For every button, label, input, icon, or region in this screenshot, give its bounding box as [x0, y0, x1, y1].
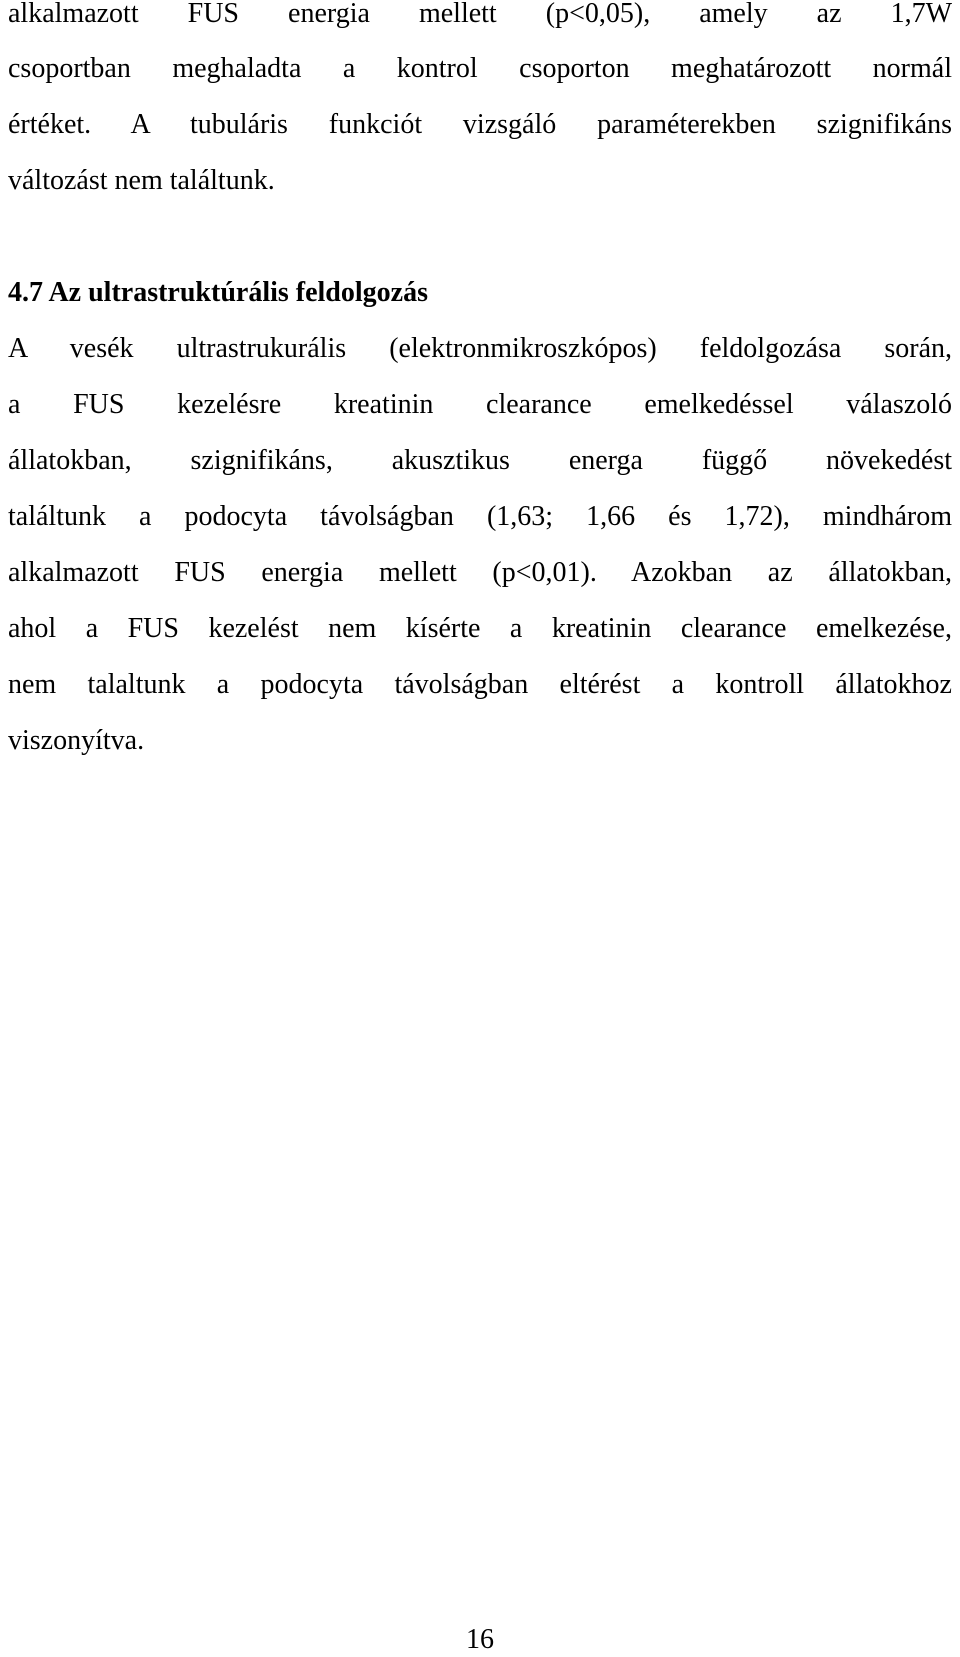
section-line-6: ahol a FUS kezelést nem kísérte a kreatinin clearance emelkezése,	[8, 613, 952, 644]
section-line-1: A vesék ultrastrukurális (elektronmikroszkópos) feldolgozása során,	[8, 333, 952, 364]
section-line-5: alkalmazott FUS energia mellett (p<0,01). Azokban az állatokban,	[8, 557, 952, 588]
paragraph-1-line-2: csoportban meghaladta a kontrol csoporton meghatározott normál	[8, 53, 952, 84]
section-line-7: nem talaltunk a podocyta távolságban eltérést a kontroll állatokhoz	[8, 669, 952, 700]
paragraph-1-line-1: alkalmazott FUS energia mellett (p<0,05), amely az 1,7W	[8, 0, 952, 29]
section-line-8: viszonyítva.	[8, 725, 145, 756]
section-heading: 4.7 Az ultrastruktúrális feldolgozás	[8, 277, 428, 308]
section-line-4: találtunk a podocyta távolságban (1,63; 1,66 és 1,72), mindhárom	[8, 501, 952, 532]
section-line-2: a FUS kezelésre kreatinin clearance emelkedéssel válaszoló	[8, 389, 952, 420]
page-number: 16	[466, 1624, 494, 1655]
paragraph-1-line-4: változást nem találtunk.	[8, 165, 275, 196]
paragraph-1-line-3: értéket. A tubuláris funkciót vizsgáló paraméterekben szignifikáns	[8, 109, 952, 140]
section-line-3: állatokban, szignifikáns, akusztikus energa függő növekedést	[8, 445, 952, 476]
